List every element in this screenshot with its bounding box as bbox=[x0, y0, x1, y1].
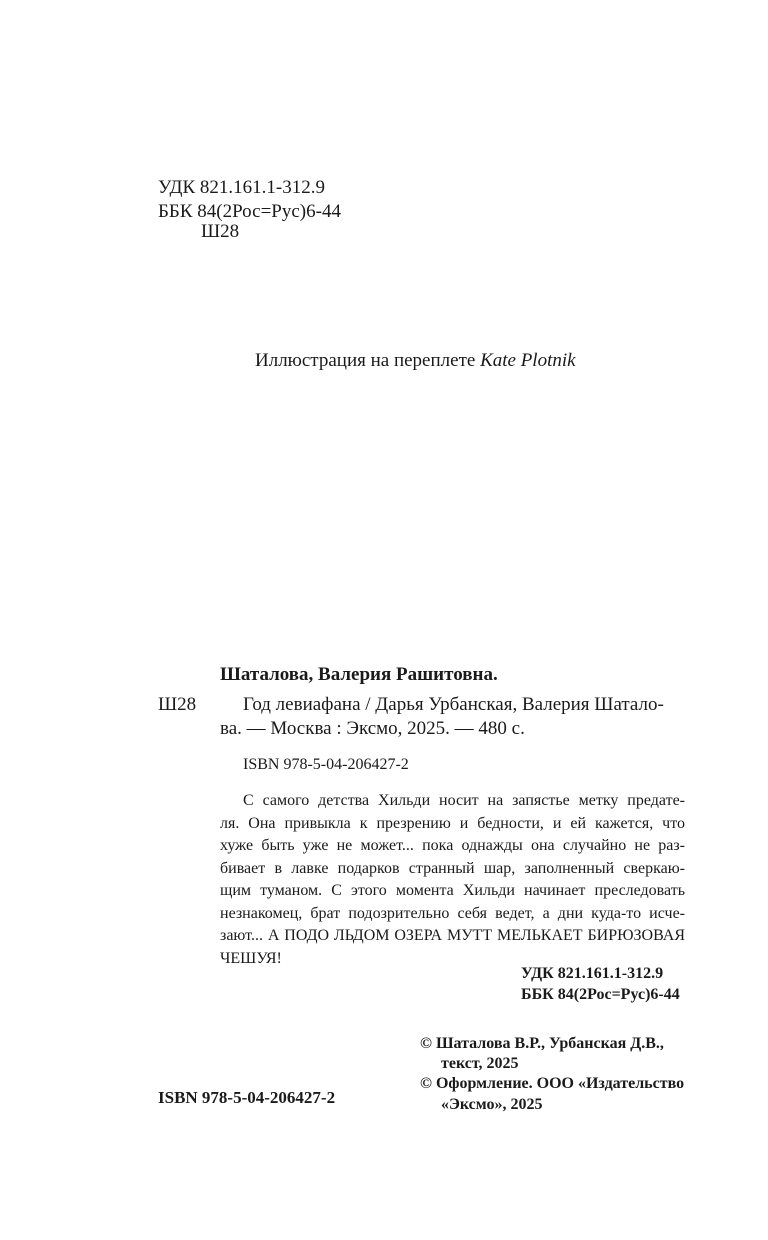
copyright-line-3: © Оформление. ООО «Издательство bbox=[420, 1075, 685, 1092]
isbn-card: ISBN 978-5-04-206427-2 bbox=[243, 756, 409, 773]
bbk-code-card: ББК 84(2Рос=Рус)6-44 bbox=[521, 986, 680, 1003]
copyright-line-2: текст, 2025 bbox=[441, 1055, 519, 1072]
author-mark-card: Ш28 bbox=[158, 694, 197, 715]
udk-code-top: УДК 821.161.1-312.9 bbox=[158, 177, 325, 198]
author-mark-top: Ш28 bbox=[201, 221, 240, 242]
annotation-line: хуже быть уже не может... пока однажды она случайно не раз- bbox=[220, 837, 685, 854]
annotation bbox=[220, 790, 685, 970]
illustration-artist: Kate Plotnik bbox=[480, 350, 576, 371]
entry-line-2: ва. — Москва : Эксмо, 2025. — 480 с. bbox=[220, 718, 525, 739]
annotation-line: бивает в лавке подарков странный шар, заполненный сверкаю- bbox=[220, 859, 685, 877]
illustration-prefix: Иллюстрация на переплете bbox=[255, 350, 476, 371]
udk-code-card: УДК 821.161.1-312.9 bbox=[521, 965, 664, 982]
illustration-credit bbox=[255, 348, 576, 374]
annotation-line: ЧЕШУЯ! bbox=[220, 949, 282, 967]
annotation-line: незнакомец, брат подозрительно себя ведет, а дни куда-то исче- bbox=[220, 904, 685, 922]
annotation-line: зают... А ПОДО ЛЬДОМ ОЗЕРА МУТТ МЕЛЬКАЕТ БИРЮЗОВАЯ bbox=[220, 927, 685, 944]
bbk-code-top: ББК 84(2Рос=Рус)6-44 bbox=[158, 201, 341, 222]
copyright-line-1: © Шаталова В.Р., Урбанская Д.В., bbox=[420, 1035, 664, 1052]
annotation-line: ля. Она привыкла к презрению и бедности, и ей кажется, что bbox=[220, 814, 685, 832]
annotation-line: щим туманом. С этого момента Хильди начинает преследовать bbox=[220, 882, 685, 899]
author-heading: Шаталова, Валерия Рашитовна. bbox=[220, 664, 498, 685]
entry-line-1: Год левиафана / Дарья Урбанская, Валерия Шатало- bbox=[243, 694, 664, 715]
copyright-line-4: «Эксмо», 2025 bbox=[441, 1096, 543, 1113]
isbn-bottom: ISBN 978-5-04-206427-2 bbox=[158, 1088, 336, 1107]
annotation-line: С самого детства Хильди носит на запястье метку предате- bbox=[243, 792, 685, 809]
